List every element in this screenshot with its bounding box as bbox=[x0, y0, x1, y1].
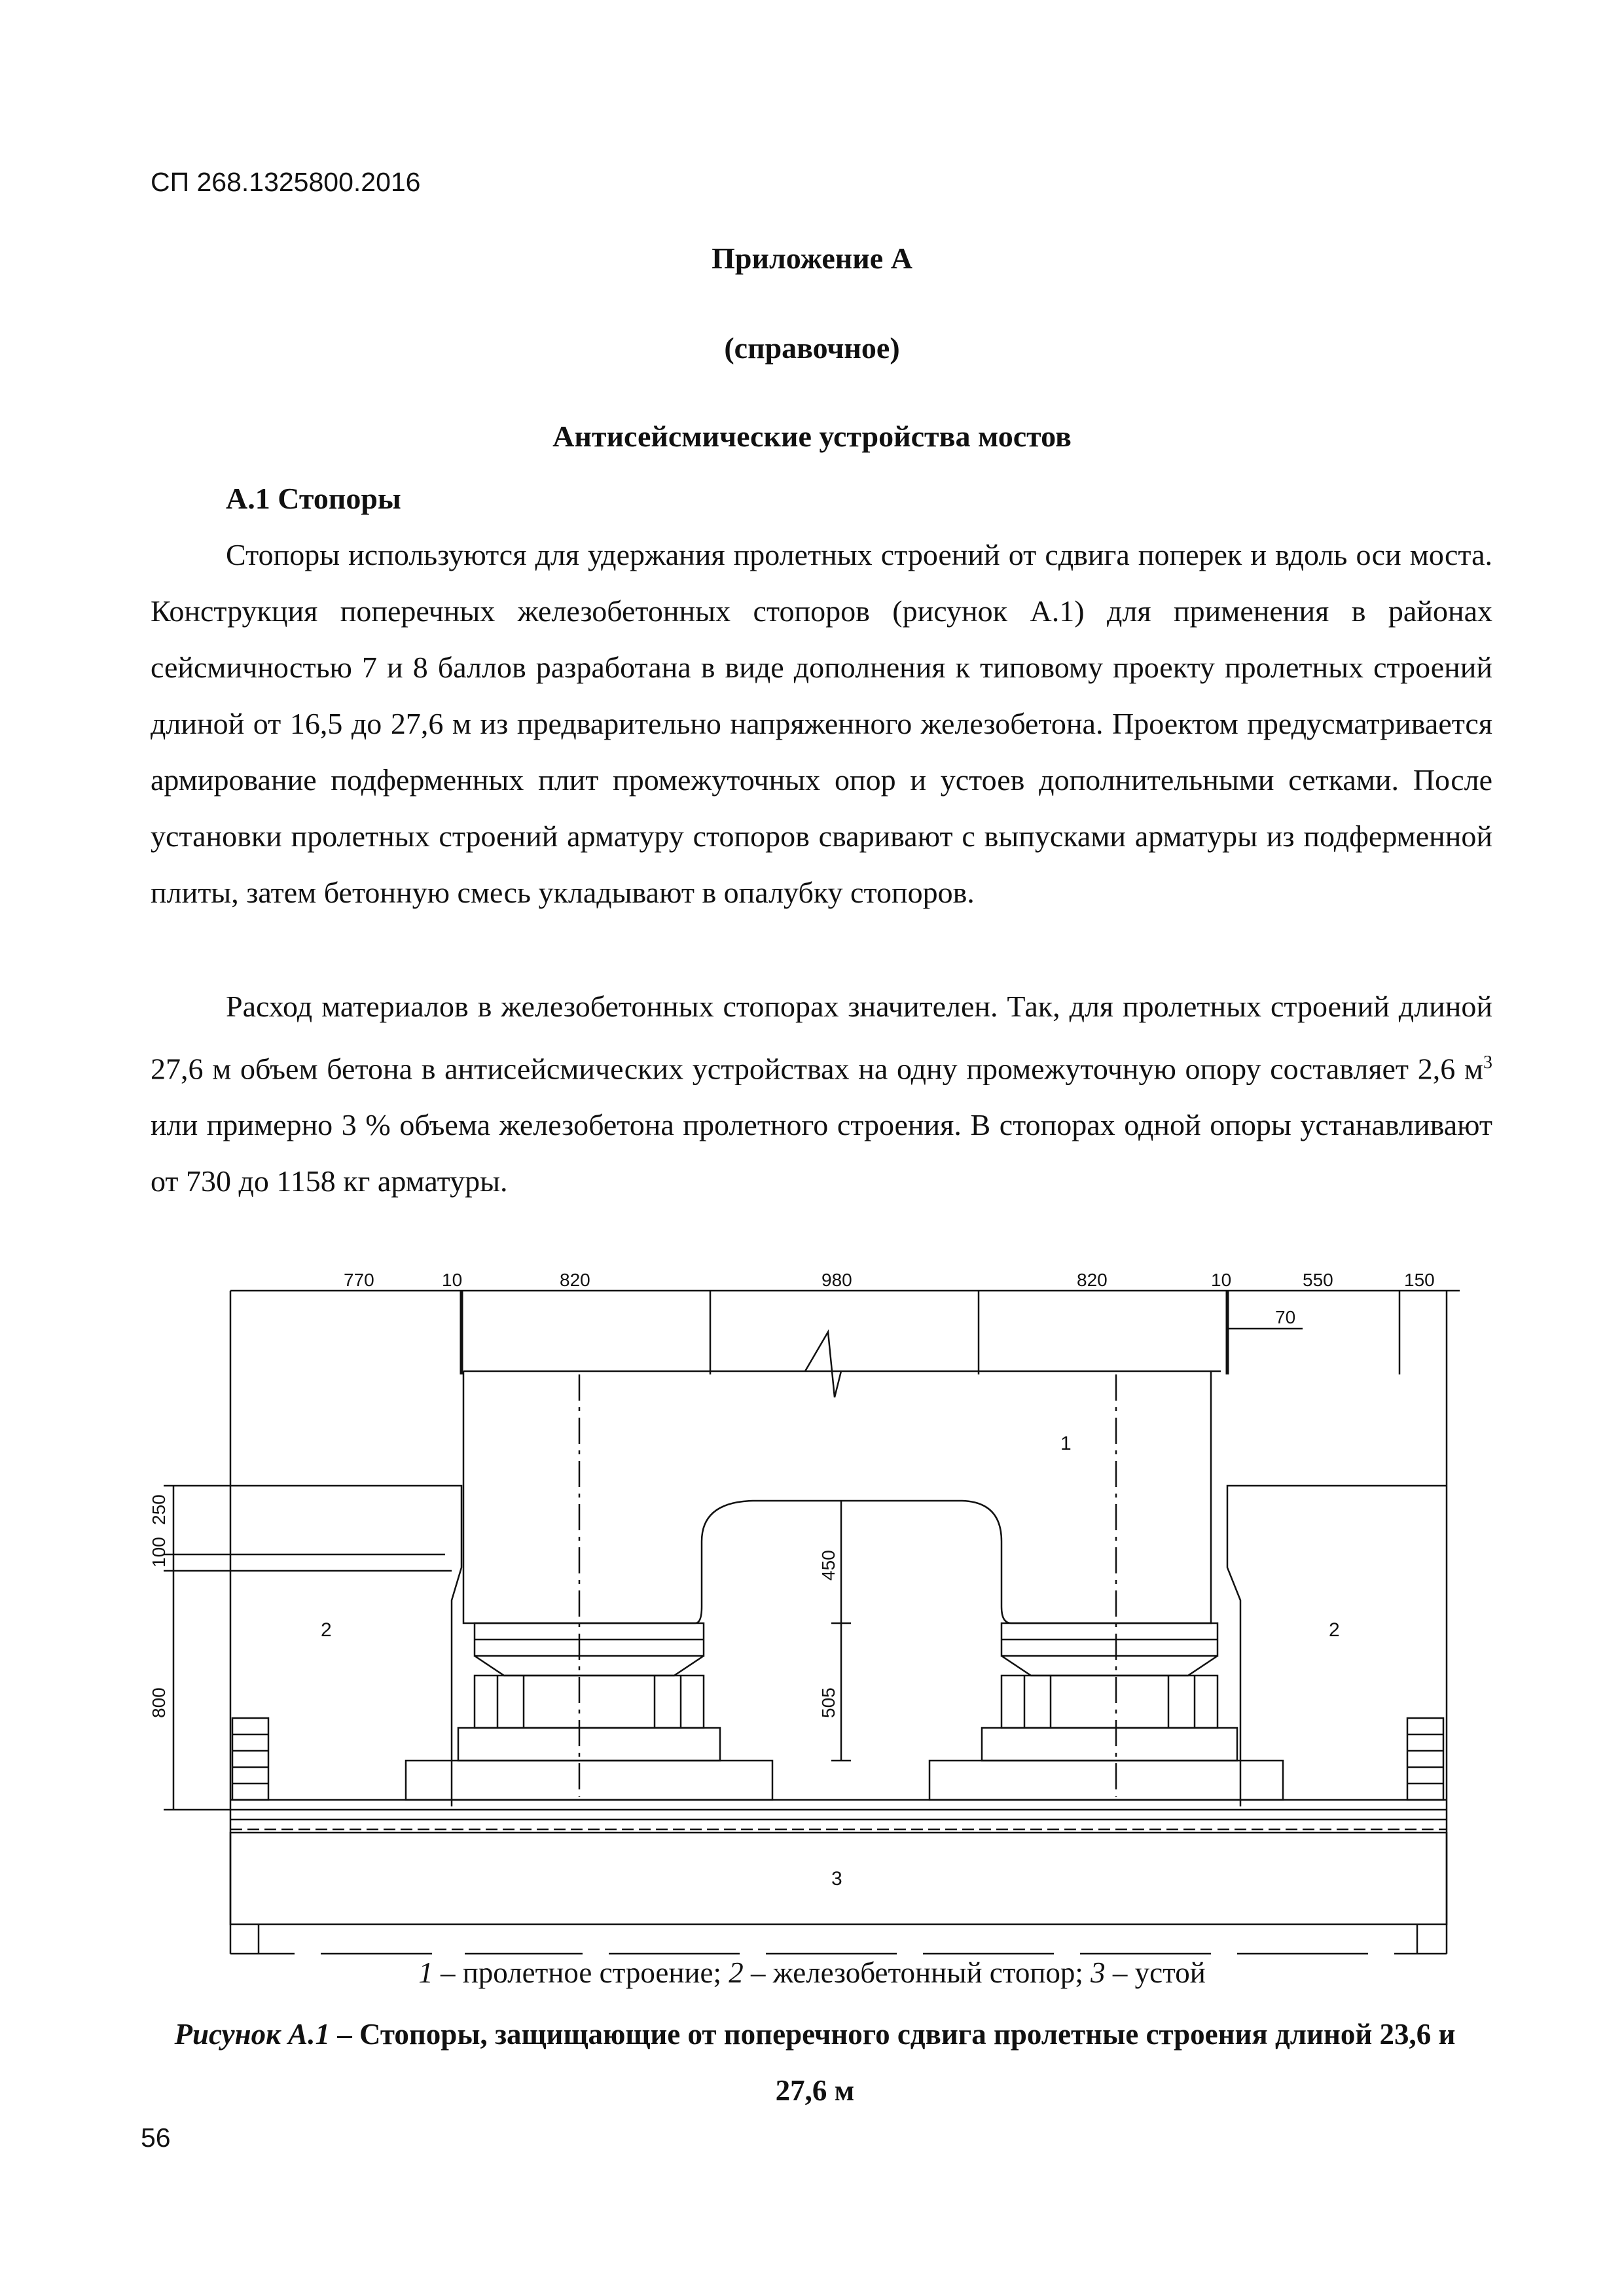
figure-legend bbox=[0, 1956, 1624, 1990]
dim-100: 100 bbox=[149, 1537, 169, 1568]
page-number: 56 bbox=[141, 2123, 171, 2153]
dim-800: 800 bbox=[149, 1687, 169, 1718]
bearing-right-mid bbox=[1001, 1656, 1218, 1676]
legend-number-3: 3 bbox=[1091, 1956, 1106, 1989]
legend-text-1: – пролетное строение; bbox=[433, 1956, 729, 1989]
dim-250: 250 bbox=[149, 1494, 169, 1525]
label-stopper-right-2: 2 bbox=[1329, 1619, 1340, 1641]
dim-10-left: 10 bbox=[442, 1270, 463, 1290]
label-abutment-3: 3 bbox=[831, 1868, 842, 1890]
dim-70: 70 bbox=[1275, 1307, 1296, 1327]
bearing-left-mid bbox=[475, 1656, 704, 1676]
dim-550: 550 bbox=[1303, 1270, 1333, 1290]
paragraph-1: Стопоры используются для удержания пролетных строений от сдвига поперек и вдоль оси моста. Конструкция поперечных железобетонных стопоров (рисунок А.1) для применения в районах сейсмичностью 7 и 8 баллов разработана в виде дополнения к типовому проекту пролетных строений длиной от 16,5 до 27,6 м из предварительно напряженного железобетона. Проектом предусматривается армирование подферменных плит промежуточных опор и устоев дополнительными сетками. После установки пролетных строений арматуру стопоров сваривают с выпусками арматуры из подферменной плиты, затем бетонную смесь укладывают в опалубку стопоров. bbox=[151, 538, 1492, 909]
figure-caption-label: Рисунок А.1 bbox=[174, 2018, 330, 2051]
dim-980: 980 bbox=[821, 1270, 852, 1290]
legend-text-2: – железобетонный стопор; bbox=[743, 1956, 1091, 1989]
bearing-left-block bbox=[475, 1676, 704, 1728]
stopper-right bbox=[1227, 1486, 1447, 1806]
bearing-right-block bbox=[1001, 1676, 1218, 1728]
legend-text-3: – устой bbox=[1105, 1956, 1206, 1989]
break-mark bbox=[805, 1332, 841, 1397]
stopper-left bbox=[230, 1486, 461, 1806]
dim-450: 450 bbox=[818, 1550, 839, 1581]
paragraph-2 bbox=[151, 978, 1492, 1210]
stopper-right-rebar bbox=[1407, 1718, 1443, 1800]
label-span-1: 1 bbox=[1060, 1433, 1072, 1454]
label-stopper-left-2: 2 bbox=[321, 1619, 332, 1641]
dim-770: 770 bbox=[344, 1270, 374, 1290]
dim-820-right: 820 bbox=[1077, 1270, 1108, 1290]
bearing-right-base bbox=[982, 1728, 1237, 1761]
paragraph-2-text-a: Расход материалов в железобетонных стопорах значителен. Так, для пролетных строений длиной 27,6 м объем бетона в антисейсмических устройствах на одну промежуточную опору составляет 2,6 м bbox=[151, 990, 1492, 1086]
bearing-left-base bbox=[458, 1728, 720, 1761]
figure-caption-text: – Стопоры, защищающие от поперечного сдвига пролетные строения длиной 23,6 и 27,6 м bbox=[329, 2018, 1456, 2107]
stopper-left-rebar bbox=[232, 1718, 268, 1800]
appendix-title: Приложение А bbox=[712, 242, 912, 275]
legend-number-2: 2 bbox=[729, 1956, 744, 1989]
paragraph-2-superscript: 3 bbox=[1483, 1052, 1492, 1073]
document-code: СП 268.1325800.2016 bbox=[151, 167, 421, 197]
pedestal-left bbox=[406, 1761, 772, 1800]
section-title: А.1 Стопоры bbox=[226, 482, 401, 515]
paragraph-2-text-b: или примерно 3 % объема железобетона пролетного строения. В стопорах одной опоры устанавливают от 730 до 1158 кг арматуры. bbox=[151, 1108, 1492, 1198]
span-outline bbox=[463, 1371, 1211, 1623]
figure-caption bbox=[151, 2006, 1479, 2119]
dim-150: 150 bbox=[1404, 1270, 1435, 1290]
figure-a1-drawing bbox=[149, 1260, 1460, 1941]
pedestal-right bbox=[929, 1761, 1283, 1800]
dim-820-left: 820 bbox=[560, 1270, 590, 1290]
appendix-name: Антисейсмические устройства мостов bbox=[552, 420, 1072, 453]
dim-505: 505 bbox=[818, 1687, 839, 1718]
legend-number-1: 1 bbox=[418, 1956, 433, 1989]
appendix-status: (справочное) bbox=[724, 331, 900, 365]
dim-10-right: 10 bbox=[1211, 1270, 1232, 1290]
